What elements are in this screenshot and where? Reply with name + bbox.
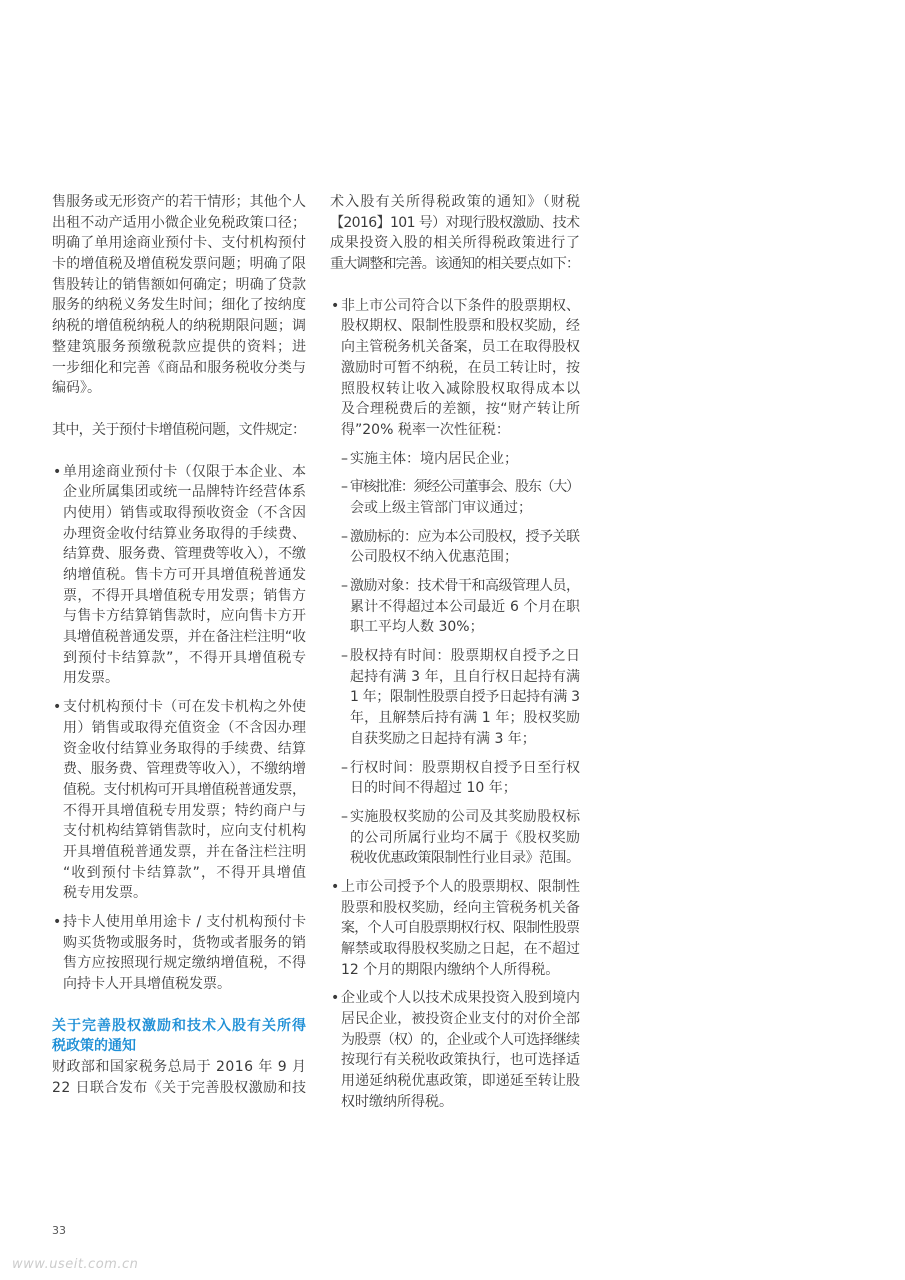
dash-item — [341, 576, 580, 638]
bullet-item — [52, 912, 306, 995]
text-line: 纳税的增值税纳税人的纳税期限问题；调 — [52, 318, 307, 335]
text-line: 为股票（权）的，企业或个人可选择继续 — [341, 1031, 580, 1048]
heading-line: 关于完善股权激励和技术入股有关所得 — [52, 1017, 307, 1034]
dash-marker: – — [341, 528, 348, 545]
text-line: 术入股有关所得税政策的通知》（财税 — [330, 194, 582, 210]
dash-marker: – — [341, 578, 348, 594]
text-line: 职工平均人数 30%； — [350, 619, 484, 636]
text-line: 股权期权、限制性股票和股权奖励，经 — [341, 318, 581, 335]
dash-marker: – — [341, 479, 348, 496]
text-line: 会或上级主管部门审议通过； — [350, 499, 532, 516]
text-line: 纳增值税。售卡方可开具增值税普通发 — [63, 567, 307, 583]
text-line: 财政部和国家税务总局于 2016 年 9 月 — [52, 1059, 307, 1076]
text-line: 非上市公司符合以下条件的股票期权、 — [341, 297, 581, 314]
right-column — [330, 192, 580, 1121]
heading-line: 税政策的通知 — [52, 1038, 136, 1055]
text-line: 案，个人可自股票期权行权、限制性股票 — [341, 920, 580, 937]
bullet-marker: • — [53, 463, 62, 480]
text-line: 售服务或无形资产的若干情形；其他个人 — [52, 194, 307, 210]
text-line: 的公司所属行业均不属于《股权奖励 — [350, 829, 581, 846]
bullet-item — [330, 296, 580, 869]
text-line: 单用途商业预付卡（仅限于本企业、本 — [63, 463, 307, 480]
text-line: 累计不得超过本公司最近 6 个月在职 — [350, 598, 581, 615]
text-line: 服务的纳税义务发生时间；细化了按纳度 — [52, 297, 307, 314]
dash-marker: – — [341, 759, 348, 776]
bullet-item — [330, 988, 580, 1112]
section-heading — [52, 1016, 306, 1057]
text-line: 企业所属集团或统一品牌特许经营体系 — [63, 484, 307, 501]
text-line: 企业或个人以技术成果投资入股到境内 — [341, 990, 581, 1007]
text-line: 年，且解禁后持有满 1 年；股权奖励 — [350, 710, 581, 727]
text-line: 22 日联合发布《关于完善股权激励和技 — [52, 1079, 307, 1096]
bullet-item — [52, 462, 306, 690]
dash-item — [341, 807, 580, 869]
bullet-marker: • — [53, 914, 62, 930]
bullet-item — [52, 697, 306, 904]
page-number: 33 — [52, 1224, 66, 1237]
text-line: 成果投资入股的相关所得税政策进行了 — [330, 235, 581, 252]
text-line: 用发票。 — [63, 670, 119, 687]
text-line: 与售卡方结算销售款时，应向售卡方开 — [63, 608, 307, 625]
watermark: www.useit.com.cn — [12, 1257, 139, 1272]
text-line: 12 个月的期限内缴纳个人所得税。 — [341, 961, 560, 978]
text-line: 行权时间：股票期权自授予日至行权 — [350, 759, 581, 776]
dash-marker: – — [341, 808, 348, 825]
text-line: 激励标的：应为本公司股权，授予关联 — [350, 528, 580, 545]
text-line: 股权持有时间：股票期权自授予之日 — [350, 648, 581, 665]
text-line: 照股权转让收入减除股权取得成本以 — [341, 380, 581, 397]
text-line: 明确了单用途商业预付卡、支付机构预付 — [52, 235, 307, 252]
text-line: 向主管税务机关备案，员工在取得股权 — [341, 339, 581, 356]
text-line: 及合理税费后的差额，按“财产转让所 — [341, 401, 581, 418]
text-line: 编码》。 — [52, 380, 101, 397]
text-line: 售方应按照现行规定缴纳增值税，不得 — [63, 955, 307, 972]
text-line: 整建筑服务预缴税款应提供的资料；进 — [52, 338, 307, 355]
dash-item — [341, 449, 580, 470]
dash-marker: – — [341, 450, 348, 467]
sub-list — [341, 449, 580, 869]
dash-item — [341, 477, 580, 518]
text-line: “收到预付卡结算款”，不得开具增值 — [63, 864, 308, 881]
text-line: 激励对象：技术骨干和高级管理人员， — [350, 578, 580, 594]
text-line: 持卡人使用单用途卡 / 支付机构预付卡 — [63, 914, 307, 930]
text-line: 实施股权奖励的公司及其奖励股权标 — [350, 808, 581, 825]
text-line: 其中，关于预付卡增值税问题，文件规定： — [52, 421, 306, 438]
text-line: 股票和股权奖励，经向主管税务机关备 — [341, 899, 581, 916]
text-line: 审核批准：须经公司董事会、股东（大） — [350, 479, 579, 496]
text-line: 票，不得开具增值税专用发票；销售方 — [63, 587, 307, 604]
text-line: 支付机构预付卡（可在发卡机构之外使 — [63, 699, 307, 716]
dash-item — [341, 646, 580, 749]
text-line: 购买货物或服务时，货物或者服务的销 — [63, 934, 307, 951]
text-line: 【2016】101 号）对现行股权激励、技术 — [330, 214, 580, 231]
dash-item — [341, 527, 580, 568]
text-line: 起持有满 3 年，且自行权日起持有满 — [350, 668, 581, 685]
closing-paragraph — [52, 1057, 306, 1098]
text-line: 实施主体：境内居民企业； — [350, 450, 518, 467]
text-line: 重大调整和完善。该通知的相关要点如下： — [330, 256, 580, 273]
bullet-item — [330, 877, 580, 980]
text-line: 售股转让的销售额如何确定；明确了贷款 — [52, 276, 307, 293]
text-line: 居民企业，被投资企业支付的对价全部 — [341, 1011, 581, 1028]
text-line: 用递延纳税优惠政策，即递延至转让股 — [341, 1073, 581, 1090]
text-line: 激励时可暂不纳税，在员工转让时，按 — [341, 359, 581, 376]
text-line: 按现行有关税收政策执行，也可选择适 — [341, 1052, 581, 1069]
text-line: 一步细化和完善《商品和服务税收分类与 — [52, 359, 307, 376]
text-line: 具增值税普通发票，并在备注栏注明“收 — [63, 629, 306, 646]
text-line: 上市公司授予个人的股票期权、限制性 — [341, 878, 581, 895]
text-line: 税专用发票。 — [63, 885, 147, 902]
text-line: 用）销售或取得充值资金（不含因办理 — [63, 719, 307, 736]
text-line: 费、服务费、管理费等收入），不缴纳增 — [63, 761, 306, 778]
intro-paragraph — [52, 192, 306, 399]
lead-paragraph — [52, 420, 306, 441]
text-line: 开具增值税普通发票，并在备注栏注明 — [63, 843, 307, 860]
bullet-marker: • — [53, 699, 62, 716]
intro-paragraph — [330, 192, 580, 275]
text-line: 向持卡人开具增值税发票。 — [63, 976, 231, 993]
text-line: 得”20% 税率一次性征税： — [341, 421, 510, 438]
text-line: 内使用）销售或取得预收资金（不含因 — [63, 504, 307, 521]
bullet-marker: • — [331, 990, 340, 1007]
text-line: 资金收付结算业务取得的手续费、结算 — [63, 740, 307, 757]
text-line: 税收优惠政策限制性行业目录》范围。 — [350, 850, 580, 867]
text-line: 值税。支付机构可开具增值税普通发票， — [63, 781, 306, 798]
text-line: 公司股权不纳入优惠范围； — [350, 549, 518, 566]
text-line: 卡的增值税及增值税发票问题；明确了限 — [52, 256, 307, 273]
bullet-marker: • — [331, 878, 340, 895]
text-line: 办理资金收付结算业务取得的手续费、 — [63, 525, 307, 542]
text-line: 结算费、服务费、管理费等收入），不缴 — [63, 546, 306, 563]
dash-marker: – — [341, 648, 348, 665]
text-line: 权时缴纳所得税。 — [341, 1093, 453, 1110]
text-line: 出租不动产适用小微企业免税政策口径； — [52, 214, 307, 231]
text-line: 到预付卡结算款”，不得开具增值税专 — [63, 649, 307, 666]
text-line: 自获奖励之日起持有满 3 年； — [350, 730, 536, 747]
text-line: 1 年；限制性股票自授予日起持有满 3 — [350, 689, 580, 706]
text-line: 解禁或取得股权奖励之日起，在不超过 — [341, 941, 581, 957]
dash-item — [341, 758, 580, 799]
text-line: 支付机构结算销售款时，应向支付机构 — [63, 823, 307, 840]
bullet-marker: • — [331, 297, 340, 314]
left-column — [52, 192, 306, 1099]
text-line: 日的时间不得超过 10 年； — [350, 780, 517, 797]
text-line: 不得开具增值税专用发票；特约商户与 — [63, 802, 307, 819]
